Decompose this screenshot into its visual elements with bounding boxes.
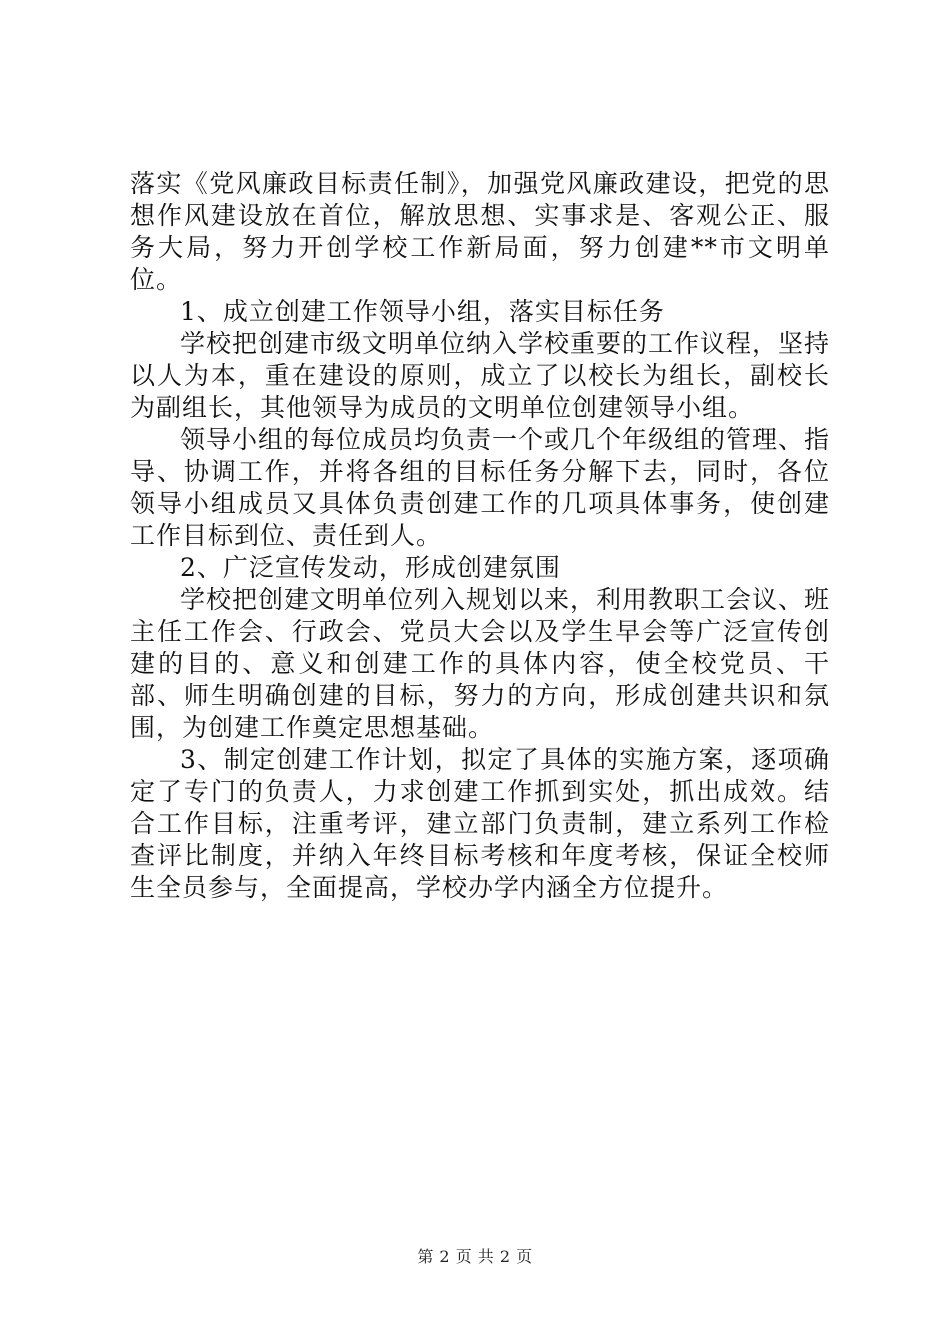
page-number-footer: 第 2 页 共 2 页: [417, 1247, 533, 1266]
paragraph-section-1-a: 学校把创建市级文明单位纳入学校重要的工作议程，坚持以人为本，重在建设的原则，成立了以校长为组长，副校长为副组长，其他领导为成员的文明单位创建领导小组。: [130, 329, 831, 422]
paragraph-section-3: 3、制定创建工作计划，拟定了具体的实施方案，逐项确定了专门的负责人，力求创建工作抓到实处，抓出成效。结合工作目标，注重考评，建立部门负责制，建立系列工作检查评比制度，并纳入年终目标考核和年度考核，保证全校师生全员参与，全面提高，学校办学内涵全方位提升。: [130, 745, 830, 902]
section-heading-2: 2、广泛宣传发动，形成创建氛围: [180, 553, 561, 582]
paragraph-intro: 落实《党风廉政目标责任制》，加强党风廉政建设，把党的思想作风建设放在首位，解放思想、实事求是、客观公正、服务大局，努力开创学校工作新局面，努力创建**市文明单位。: [130, 169, 830, 294]
paragraph-section-2: 学校把创建文明单位列入规划以来，利用教职工会议、班主任工作会、行政会、党员大会以及学生早会等广泛宣传创建的目的、意义和创建工作的具体内容，使全校党员、干部、师生明确创建的目标，努力的方向，形成创建共识和氛围，为创建工作奠定思想基础。: [130, 585, 831, 742]
document-body: [130, 168, 830, 904]
paragraph-section-1-b: 领导小组的每位成员均负责一个或几个年级组的管理、指导、协调工作，并将各组的目标任务分解下去，同时，各位领导小组成员又具体负责创建工作的几项具体事务，使创建工作目标到位、责任到人。: [130, 425, 831, 550]
section-heading-1: 1、成立创建工作领导小组，落实目标任务: [180, 297, 665, 326]
